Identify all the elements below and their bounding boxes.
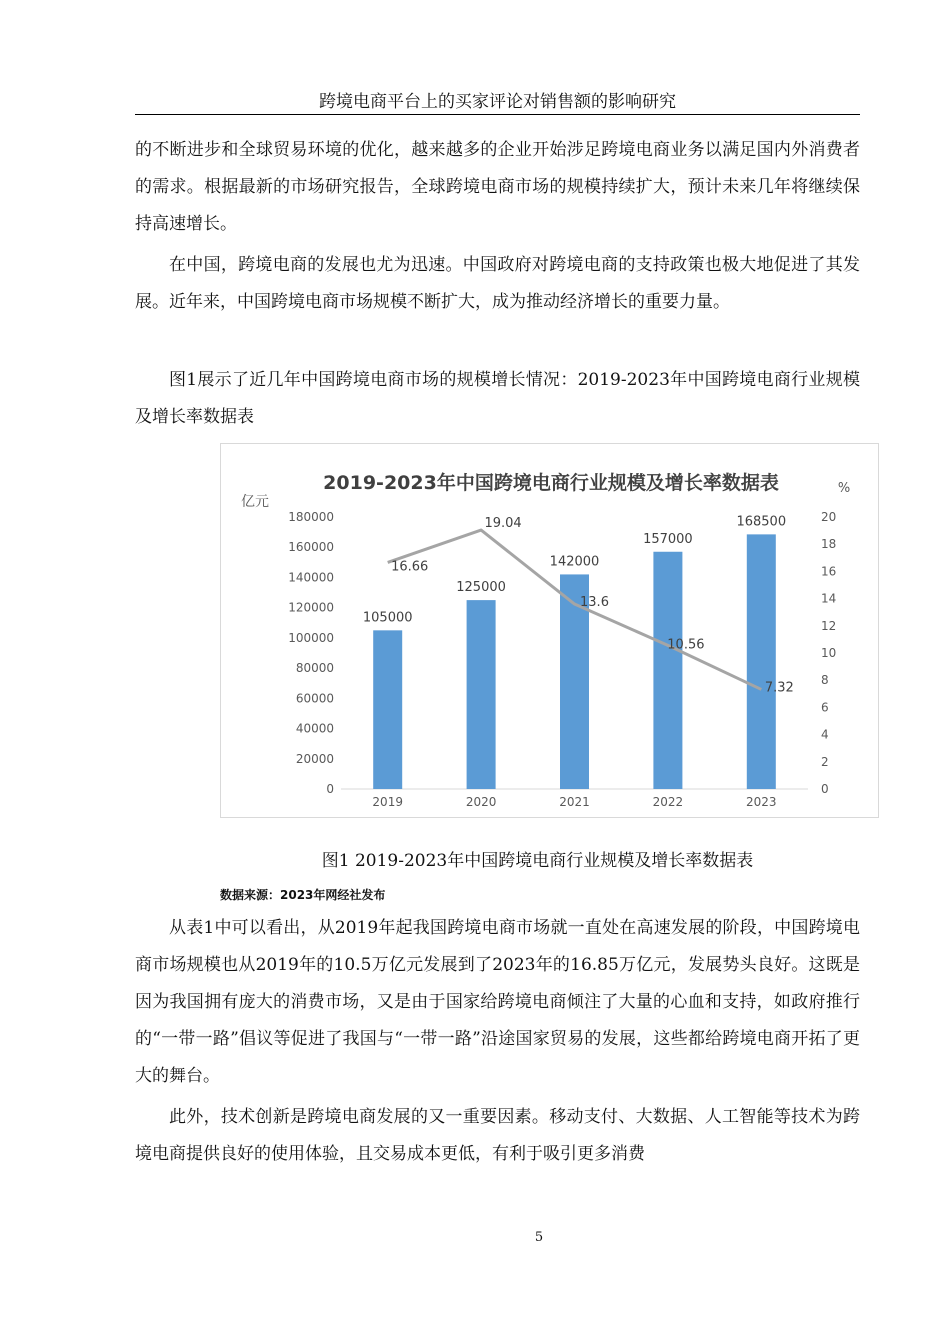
bar-2019 [373, 630, 402, 789]
y-right-tick-label: 4 [821, 727, 829, 742]
bar-data-label: 125000 [456, 580, 506, 596]
y-left-tick-label: 60000 [295, 691, 334, 706]
y-right-tick-label: 8 [821, 673, 829, 688]
chart-frame [220, 443, 879, 818]
body-paragraph: 此外，技术创新是跨境电商发展的又一重要因素。移动支付、大数据、人工智能等技术为跨境电商提供良好的使用体验，且交易成本更低，有利于吸引更多消费 [135, 1107, 860, 1164]
y-left-tick-label: 180000 [288, 510, 334, 524]
x-tick-label: 2021 [559, 795, 590, 809]
bar-data-label: 142000 [549, 554, 600, 570]
body-paragraph: 从表1中可以看出，从2019年起我国跨境电商市场就一直处在高速发展的阶段，中国跨境电商市场规模也从2019年的10.5万亿元发展到了2023年的16.85万亿元，发展势头良好。这既是因为我国拥有庞大的消费市场，又是由于国家给跨境电商倾注了大量的心血和支持，如政府推行的“一带一路”倡议等促进了我国与“一带一路”沿途国家贸易的发展，这些都给跨境电商开拓了更大的舞台。 [135, 918, 860, 1086]
y-right-tick-label: 18 [821, 537, 837, 552]
y-left-tick-label: 100000 [288, 630, 334, 645]
bar-2023 [747, 534, 776, 789]
line-data-label: 16.66 [391, 559, 429, 575]
y-right-tick-label: 6 [821, 700, 829, 715]
left-axis-unit: 亿元 [241, 494, 269, 510]
chart-title: 2019-2023年中国跨境电商行业规模及增长率数据表 [323, 472, 779, 494]
y-right-tick-label: 2 [821, 754, 829, 769]
body-paragraph: 的不断进步和全球贸易环境的优化，越来越多的企业开始涉足跨境电商业务以满足国内外消费者的需求。根据最新的市场研究报告，全球跨境电商市场的规模持续扩大，预计未来几年将继续保持高速增长。 [135, 140, 860, 234]
bar-data-label: 105000 [362, 610, 413, 626]
figure-caption: 图1 2019-2023年中国跨境电商行业规模及增长率数据表 [321, 851, 754, 871]
page-number: 5 [534, 1230, 544, 1245]
x-tick-label: 2022 [652, 795, 684, 809]
data-source-note: 数据来源：2023年网经社发布 [220, 888, 386, 902]
y-left-tick-label: 140000 [288, 570, 334, 585]
bar-data-label: 168500 [736, 514, 787, 530]
right-axis-unit: % [837, 481, 851, 496]
y-right-tick-label: 20 [821, 510, 837, 524]
bar-2020 [467, 600, 496, 789]
y-left-tick-label: 160000 [288, 540, 334, 555]
x-tick-label: 2019 [372, 795, 403, 809]
x-tick-label: 2023 [746, 795, 777, 809]
line-data-label: 19.04 [484, 516, 522, 532]
body-paragraph: 在中国，跨境电商的发展也尤为迅速。中国政府对跨境电商的支持政策也极大地促进了其发展。近年来，中国跨境电商市场规模不断扩大，成为推动经济增长的重要力量。 [135, 255, 860, 312]
y-right-tick-label: 0 [821, 782, 829, 796]
y-right-tick-label: 10 [821, 646, 837, 660]
line-data-label: 10.56 [667, 637, 705, 653]
y-right-tick-label: 14 [821, 591, 837, 606]
bar-data-label: 157000 [643, 531, 693, 547]
bar-2022 [653, 552, 682, 789]
bar-line-chart [221, 444, 878, 817]
y-left-tick-label: 0 [326, 782, 334, 796]
y-left-tick-label: 80000 [295, 661, 334, 676]
y-right-tick-label: 16 [821, 564, 837, 579]
line-data-label: 13.6 [580, 595, 609, 611]
y-right-tick-label: 12 [821, 618, 837, 633]
y-left-tick-label: 120000 [288, 600, 334, 615]
body-paragraph: 图1展示了近几年中国跨境电商市场的规模增长情况：2019-2023年中国跨境电商行业规模及增长率数据表 [135, 370, 860, 427]
x-tick-label: 2020 [465, 795, 497, 809]
y-left-tick-label: 40000 [295, 721, 334, 736]
y-left-tick-label: 20000 [295, 751, 334, 766]
line-data-label: 7.32 [764, 680, 794, 696]
running-header: 跨境电商平台上的买家评论对销售额的影响研究 [135, 92, 860, 115]
